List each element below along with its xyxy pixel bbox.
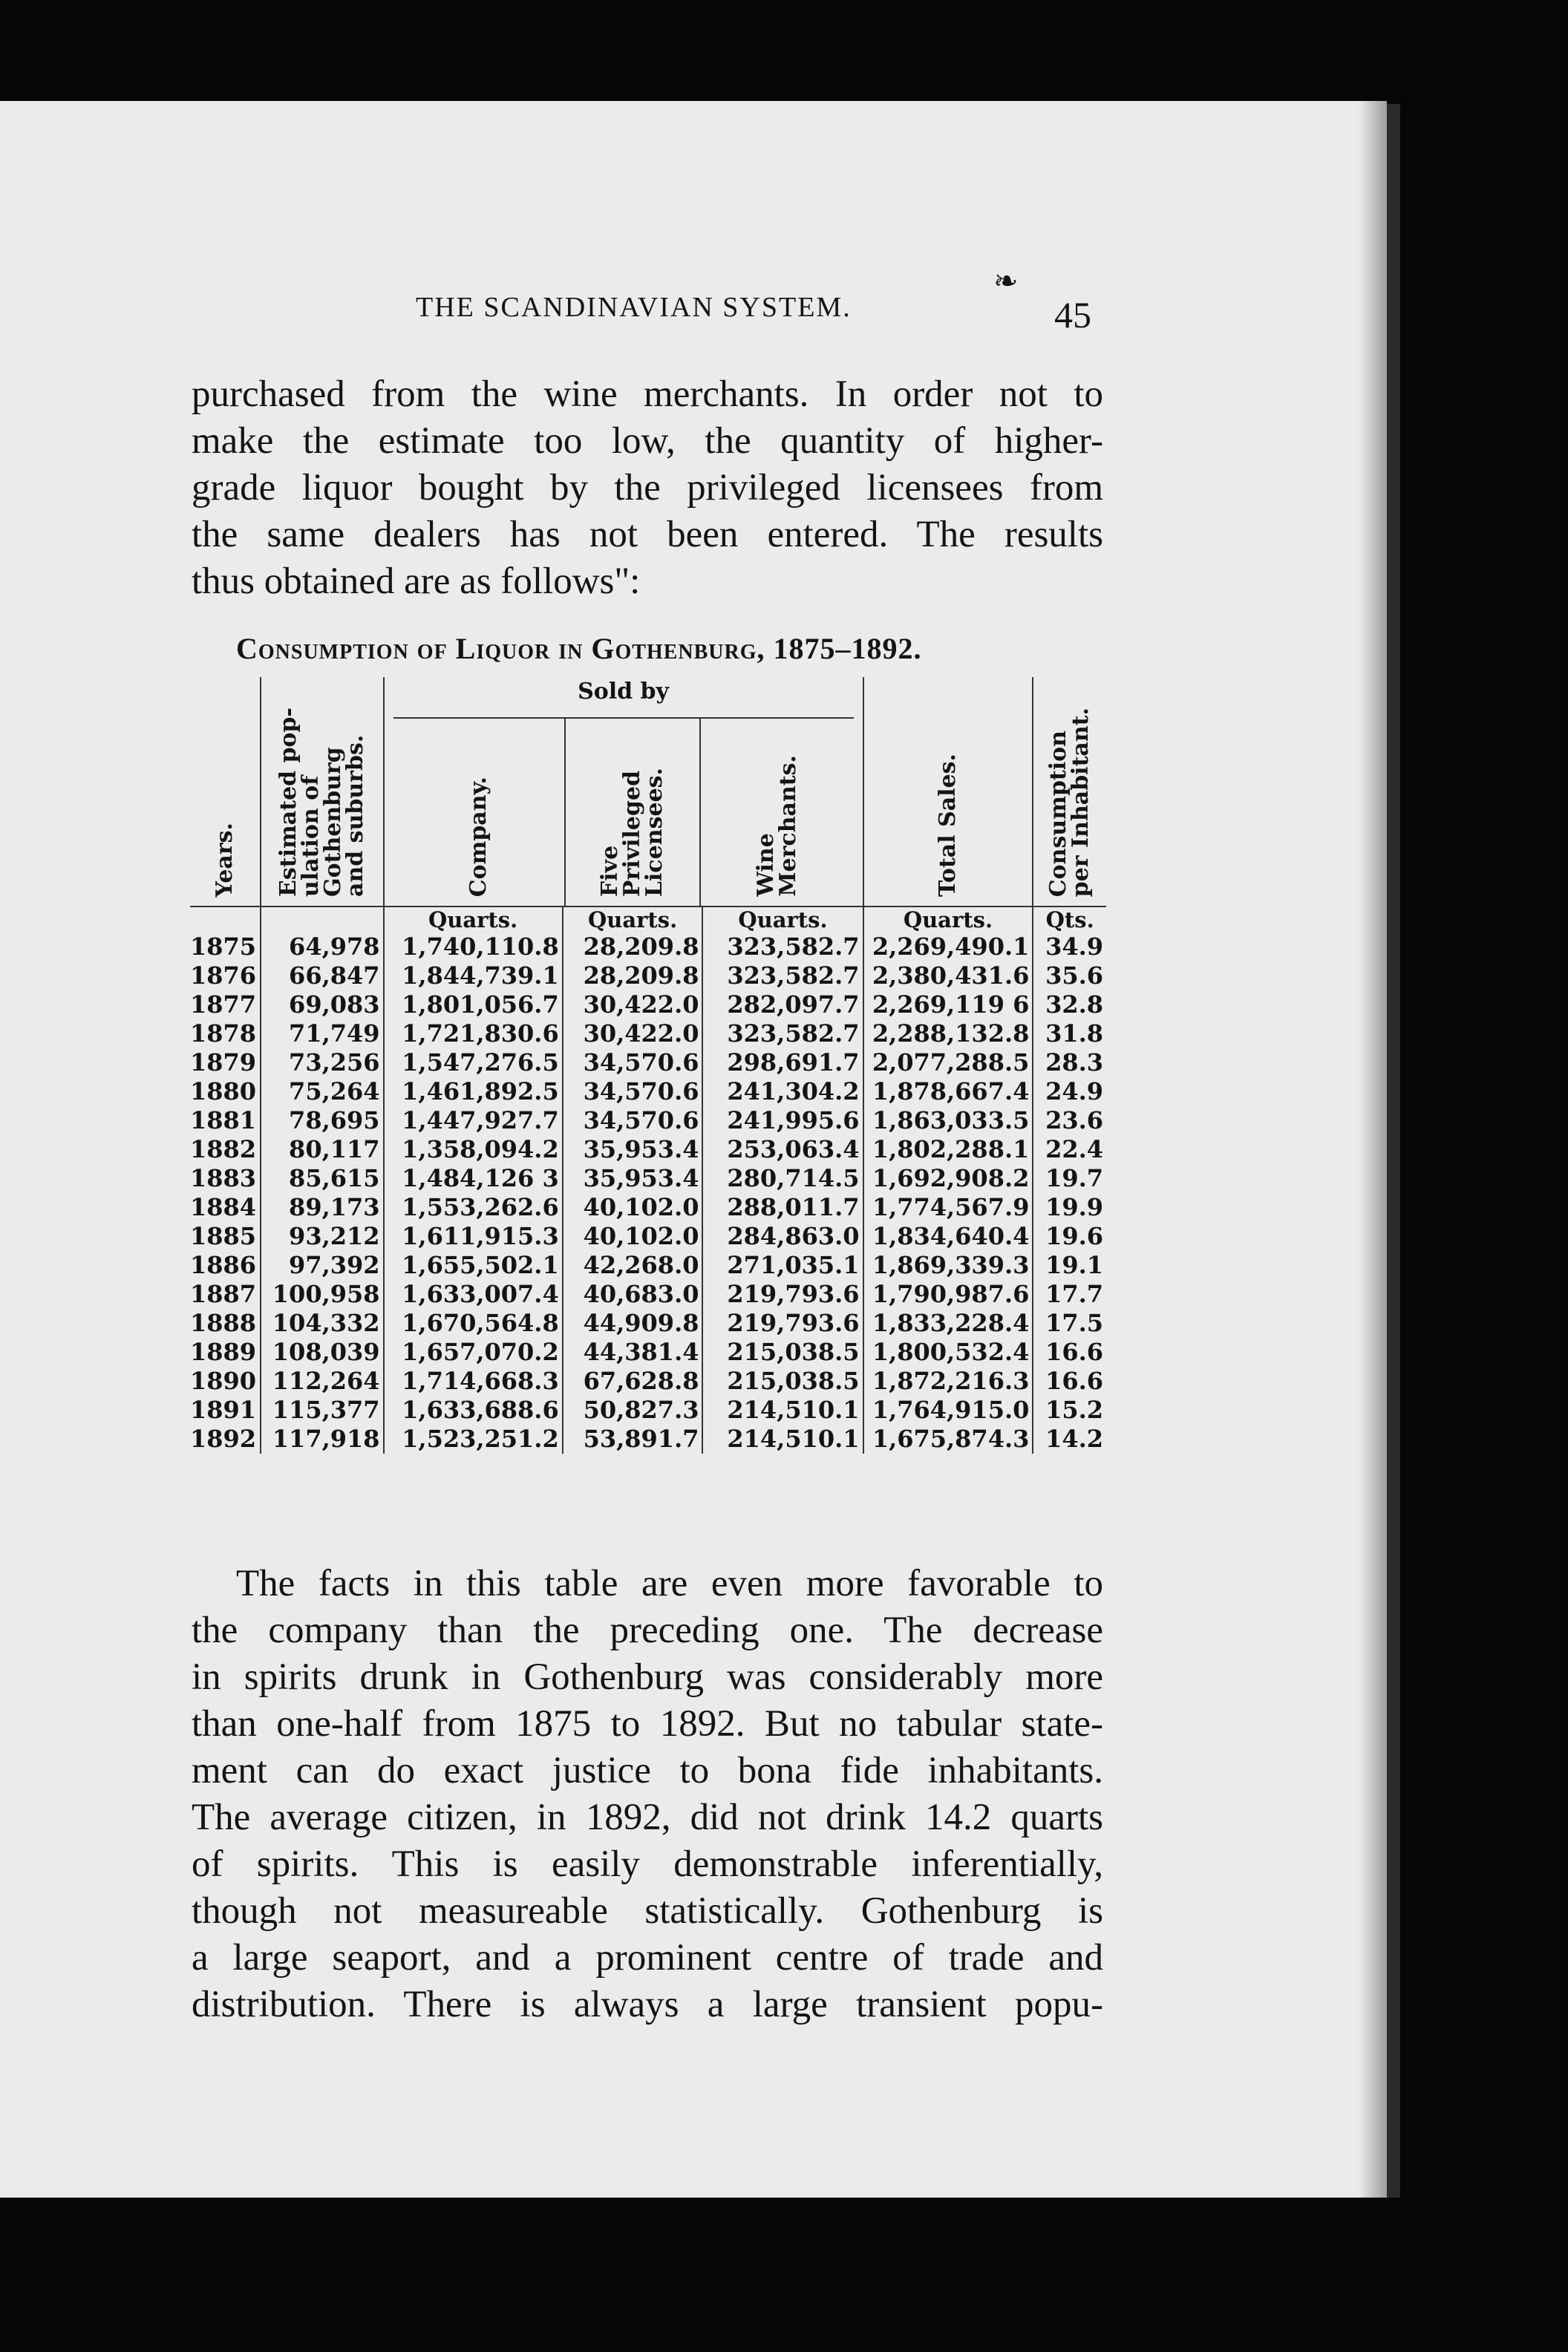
text-line: the same dealers has not been entered. The results <box>192 514 1103 555</box>
table-cell: 19.7 <box>1033 1164 1106 1193</box>
table-row <box>190 990 1106 1019</box>
table-cell: 35,953.4 <box>563 1164 703 1193</box>
table-cell: 1,447,927.7 <box>384 1106 563 1135</box>
table-cell: 71,749 <box>261 1019 383 1048</box>
table-cell: 100,958 <box>261 1280 383 1309</box>
text-line: The average citizen, in 1892, did not drink 14.2 quarts <box>192 1797 1103 1838</box>
table-cell: 1887 <box>190 1280 257 1308</box>
table-cell: 19.1 <box>1033 1251 1106 1280</box>
page-number: 45 <box>1054 294 1091 336</box>
text-line: thus obtained are as follows": <box>192 561 641 602</box>
table-cell: 34,570.6 <box>563 1106 703 1135</box>
table-cell: 1878 <box>190 1019 257 1048</box>
unit-cell: Quarts. <box>702 906 863 932</box>
table-row <box>190 1425 1106 1454</box>
table-cell: 219,793.6 <box>702 1309 863 1338</box>
table-cell: 298,691.7 <box>702 1048 863 1077</box>
table-row <box>190 1396 1106 1425</box>
header-consumption: Consumption per Inhabitant. <box>1033 677 1106 906</box>
table-cell: 1,461,892.5 <box>384 1077 563 1106</box>
table-cell: 1,740,110.8 <box>384 932 563 961</box>
text-line: purchased from the wine merchants. In order not to <box>192 373 1103 415</box>
table-cell: 1875 <box>190 932 257 961</box>
table-cell: 1888 <box>190 1309 257 1337</box>
table-row <box>190 1251 1106 1280</box>
text-line: grade liquor bought by the privileged licensees from <box>192 467 1103 509</box>
table-row <box>190 1077 1106 1106</box>
table-row <box>190 1367 1106 1396</box>
table-cell: 34,570.6 <box>563 1048 703 1077</box>
table-cell: 1876 <box>190 961 257 990</box>
table-cell: 1890 <box>190 1367 257 1395</box>
table-cell: 32.8 <box>1033 990 1106 1019</box>
table-cell: 15.2 <box>1033 1396 1106 1425</box>
table-cell: 34.9 <box>1033 932 1106 961</box>
unit-cell: Quarts. <box>384 906 563 932</box>
table-cell: 97,392 <box>261 1251 383 1280</box>
table-cell: 66,847 <box>261 961 383 990</box>
ink-mark-icon: ❧ <box>993 264 1019 298</box>
table-cell: 17.7 <box>1033 1280 1106 1309</box>
table-cell: 104,332 <box>261 1309 383 1338</box>
table-cell: 1,863,033.5 <box>863 1106 1033 1135</box>
unit-cell: Quarts. <box>563 906 703 932</box>
table-cell: 214,510.1 <box>702 1425 863 1454</box>
table-row <box>190 1164 1106 1193</box>
table-cell: 35,953.4 <box>563 1135 703 1164</box>
header-population: Estimated pop- ulation of Gothenburg and suburbs. <box>261 677 383 906</box>
table-cell: 34,570.6 <box>563 1077 703 1106</box>
unit-cell <box>261 906 383 932</box>
table-cell: 73,256 <box>261 1048 383 1077</box>
table-cell: 1879 <box>190 1048 257 1077</box>
table-cell: 241,304.2 <box>702 1077 863 1106</box>
table-cell: 24.9 <box>1033 1077 1106 1106</box>
table-cell: 28,209.8 <box>563 932 703 961</box>
table-cell: 35.6 <box>1033 961 1106 990</box>
table-cell: 1,833,228.4 <box>863 1309 1033 1338</box>
unit-cell <box>190 906 261 932</box>
table-cell: 80,117 <box>261 1135 383 1164</box>
text-line: in spirits drunk in Gothenburg was considerably more <box>192 1656 1103 1698</box>
table-cell: 253,063.4 <box>702 1135 863 1164</box>
table-cell: 1,358,094.2 <box>384 1135 563 1164</box>
table-cell: 1,611,915.3 <box>384 1222 563 1251</box>
table-cell: 53,891.7 <box>563 1425 703 1454</box>
table-cell: 69,083 <box>261 990 383 1019</box>
table-cell: 67,628.8 <box>563 1367 703 1396</box>
table-cell: 23.6 <box>1033 1106 1106 1135</box>
table-cell: 28,209.8 <box>563 961 703 990</box>
table-cell: 75,264 <box>261 1077 383 1106</box>
header-years: Years. <box>212 822 238 897</box>
table-cell: 117,918 <box>261 1425 383 1454</box>
table-cell: 1,633,688.6 <box>384 1396 563 1425</box>
table-cell: 42,268.0 <box>563 1251 703 1280</box>
table-cell: 19.6 <box>1033 1222 1106 1251</box>
table-cell: 1,633,007.4 <box>384 1280 563 1309</box>
table-cell: 1,655,502.1 <box>384 1251 563 1280</box>
header-licensees: Five Privileged Licensees. <box>564 719 699 906</box>
table-cell: 215,038.5 <box>702 1367 863 1396</box>
consumption-table <box>190 677 1106 1454</box>
table-cell: 1882 <box>190 1135 257 1163</box>
table-cell: 1883 <box>190 1164 257 1192</box>
table-cell: 40,102.0 <box>563 1193 703 1222</box>
table-cell: 219,793.6 <box>702 1280 863 1309</box>
table-cell: 1,774,567.9 <box>863 1193 1033 1222</box>
header-total-sales: Total Sales. <box>863 677 1033 906</box>
table-cell: 44,381.4 <box>563 1338 703 1367</box>
table-cell: 1,764,915.0 <box>863 1396 1033 1425</box>
table-cell: 271,035.1 <box>702 1251 863 1280</box>
table-cell: 1,675,874.3 <box>863 1425 1033 1454</box>
table-cell: 1886 <box>190 1251 257 1279</box>
table-cell: 16.6 <box>1033 1367 1106 1396</box>
table-row <box>190 1193 1106 1222</box>
table-cell: 1892 <box>190 1425 257 1453</box>
table-cell: 1,523,251.2 <box>384 1425 563 1454</box>
table-cell: 323,582.7 <box>702 1019 863 1048</box>
table-cell: 40,683.0 <box>563 1280 703 1309</box>
page-edge <box>1387 104 1400 2198</box>
table-cell: 1,692,908.2 <box>863 1164 1033 1193</box>
paragraph-discussion <box>192 1561 1103 2028</box>
header-sold-by: Sold by <box>578 679 669 705</box>
table-cell: 1881 <box>190 1106 257 1134</box>
page-gutter-shadow <box>1359 101 1388 2198</box>
table-cell: 1,714,668.3 <box>384 1367 563 1396</box>
table-cell: 2,269,119 6 <box>863 990 1033 1019</box>
table-cell: 284,863.0 <box>702 1222 863 1251</box>
table-cell: 1,670,564.8 <box>384 1309 563 1338</box>
table-cell: 1891 <box>190 1396 257 1424</box>
table-cell: 30,422.0 <box>563 1019 703 1048</box>
text-line: though not measureable statistically. Gothenburg is <box>192 1890 1103 1932</box>
table-cell: 44,909.8 <box>563 1309 703 1338</box>
header-company: Company. <box>465 776 491 897</box>
table-cell: 17.5 <box>1033 1309 1106 1338</box>
table-cell: 89,173 <box>261 1193 383 1222</box>
table-row <box>190 1280 1106 1309</box>
text-line: distribution. There is always a large transient popu- <box>192 1984 1103 2025</box>
text-line: a large seaport, and a prominent centre of trade and <box>192 1937 1103 1979</box>
table-cell: 19.9 <box>1033 1193 1106 1222</box>
table-cell: 50,827.3 <box>563 1396 703 1425</box>
table-body <box>190 906 1106 1454</box>
table-cell: 1,721,830.6 <box>384 1019 563 1048</box>
table-cell: 1,484,126 3 <box>384 1164 563 1193</box>
table-cell: 280,714.5 <box>702 1164 863 1193</box>
table-row <box>190 1048 1106 1077</box>
table-cell: 78,695 <box>261 1106 383 1135</box>
table-cell: 2,380,431.6 <box>863 961 1033 990</box>
table-cell: 1,869,339.3 <box>863 1251 1033 1280</box>
table-cell: 288,011.7 <box>702 1193 863 1222</box>
table-cell: 1885 <box>190 1222 257 1250</box>
table-cell: 2,288,132.8 <box>863 1019 1033 1048</box>
table-cell: 215,038.5 <box>702 1338 863 1367</box>
table-cell: 31.8 <box>1033 1019 1106 1048</box>
table-row <box>190 1338 1106 1367</box>
unit-cell: Qts. <box>1033 906 1106 932</box>
table-row <box>190 932 1106 961</box>
table-cell: 28.3 <box>1033 1048 1106 1077</box>
table-cell: 112,264 <box>261 1367 383 1396</box>
running-head: THE SCANDINAVIAN SYSTEM. <box>416 292 852 323</box>
text-line: the company than the preceding one. The decrease <box>192 1610 1103 1651</box>
table-row <box>190 1135 1106 1164</box>
table-cell: 1,657,070.2 <box>384 1338 563 1367</box>
table-row <box>190 1019 1106 1048</box>
table-cell: 241,995.6 <box>702 1106 863 1135</box>
table-cell: 1,878,667.4 <box>863 1077 1033 1106</box>
table-cell: 2,269,490.1 <box>863 932 1033 961</box>
table-cell: 1877 <box>190 990 257 1019</box>
table-cell: 1,801,056.7 <box>384 990 563 1019</box>
table-cell: 1889 <box>190 1338 257 1366</box>
table-cell: 30,422.0 <box>563 990 703 1019</box>
table-cell: 1884 <box>190 1193 257 1221</box>
table-cell: 108,039 <box>261 1338 383 1367</box>
paragraph-intro <box>192 371 1103 605</box>
unit-cell: Quarts. <box>863 906 1033 932</box>
table-row <box>190 1222 1106 1251</box>
table-cell: 323,582.7 <box>702 932 863 961</box>
table-cell: 1,802,288.1 <box>863 1135 1033 1164</box>
table-cell: 1,553,262.6 <box>384 1193 563 1222</box>
table-cell: 323,582.7 <box>702 961 863 990</box>
table-row <box>190 961 1106 990</box>
text-line: ment can do exact justice to bona fide inhabitants. <box>192 1750 1103 1791</box>
table-row <box>190 1106 1106 1135</box>
table-cell: 2,077,288.5 <box>863 1048 1033 1077</box>
table-cell: 115,377 <box>261 1396 383 1425</box>
text-line: than one-half from 1875 to 1892. But no tabular state- <box>192 1703 1103 1745</box>
table-cell: 1,790,987.6 <box>863 1280 1033 1309</box>
table-cell: 214,510.1 <box>702 1396 863 1425</box>
table-cell: 1,872,216.3 <box>863 1367 1033 1396</box>
table-cell: 40,102.0 <box>563 1222 703 1251</box>
table-row <box>190 1309 1106 1338</box>
text-line: make the estimate too low, the quantity of higher- <box>192 420 1103 462</box>
table-cell: 93,212 <box>261 1222 383 1251</box>
header-wine-merchants: Wine Merchants. <box>699 719 854 906</box>
table-cell: 1,834,640.4 <box>863 1222 1033 1251</box>
table-cell: 14.2 <box>1033 1425 1106 1454</box>
units-row <box>190 906 1106 932</box>
table-cell: 16.6 <box>1033 1338 1106 1367</box>
table-cell: 64,978 <box>261 932 383 961</box>
header-sold-by-group <box>384 677 863 906</box>
table-cell: 1,547,276.5 <box>384 1048 563 1077</box>
table-cell: 1,800,532.4 <box>863 1338 1033 1367</box>
table-cell: 85,615 <box>261 1164 383 1193</box>
table-cell: 1880 <box>190 1077 257 1105</box>
table-cell: 282,097.7 <box>702 990 863 1019</box>
text-line: of spirits. This is easily demonstrable inferentially, <box>192 1843 1103 1885</box>
table-cell: 1,844,739.1 <box>384 961 563 990</box>
table-caption: Consumption of Liquor in Gothenburg, 1875–1892. <box>236 632 922 665</box>
table-cell: 22.4 <box>1033 1135 1106 1164</box>
text-line: The facts in this table are even more favorable to <box>236 1563 1103 1604</box>
